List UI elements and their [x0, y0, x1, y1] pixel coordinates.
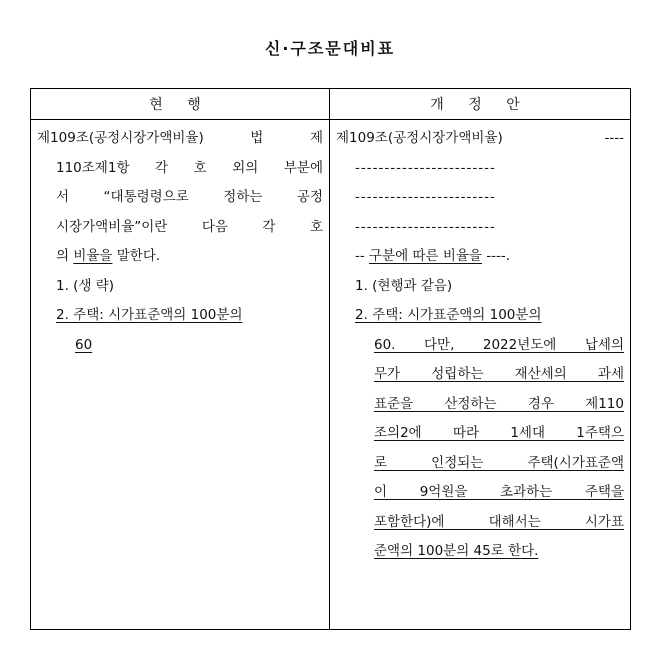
current-text-cell — [31, 120, 330, 629]
proposed-item-2-cont-6: 이 9억원을 초과하는 주택을 — [374, 484, 624, 500]
proposed-item-2 — [336, 301, 624, 331]
proposed-item-2-cont-2: 무가 성립하는 재산세의 과세 — [374, 366, 624, 382]
proposed-text-cell — [330, 120, 630, 629]
header-current: 현 행 — [31, 89, 330, 120]
document-title: 신·구조문대비표 — [264, 39, 396, 58]
proposed-item-1: 1. (현행과 같음) — [355, 277, 453, 294]
proposed-line-5-pre: -- — [355, 248, 370, 264]
current-item-1: 1. (생 략) — [56, 277, 115, 294]
current-line-5-underlined: 비율을 — [73, 248, 113, 264]
proposed-item-2-cont-7: 포함한다)에 대해서는 시가표 — [374, 513, 624, 530]
proposed-item-2-cont-8: 준액의 100분의 45로 한다. — [374, 543, 539, 559]
proposed-dash-line-2: ------------------------ — [355, 189, 496, 205]
current-item-2 — [37, 301, 323, 331]
proposed-item-2-cont-5: 로 인정되는 주택(시가표준액 — [374, 454, 624, 471]
current-line-3: 서 “대통령령으로 정하는 공정 — [56, 189, 323, 205]
proposed-dash-line-3: ------------------------ — [355, 218, 496, 235]
current-line-4: 시장가액비율”이란 다음 각 호 — [56, 218, 323, 235]
current-line-1: 제109조(공정시장가액비율) 법 제 — [37, 130, 323, 146]
current-line-5 — [37, 242, 323, 272]
proposed-item-2-cont-4: 조의2에 따라 1세대 1주택으 — [374, 425, 624, 441]
proposed-item-2-cont-3: 표준을 산정하는 경우 제110 — [374, 395, 624, 412]
proposed-line-5-post: ----. — [481, 248, 511, 264]
proposed-line-1: 제109조(공정시장가액비율) ---- — [336, 130, 624, 146]
comparison-table — [30, 88, 631, 630]
proposed-line-5 — [336, 242, 624, 272]
current-item-2-cont — [37, 331, 323, 361]
proposed-item-2-text: 2. 주택: 시가표준액의 100분의 — [355, 307, 542, 323]
current-line-2: 110조제1항 각 호 외의 부분에 — [56, 159, 323, 176]
proposed-line-5-underlined: 구분에 따른 비율을 — [369, 248, 482, 264]
proposed-dash-line-1: ------------------------ — [355, 159, 496, 176]
current-item-2-cont-text: 60 — [75, 336, 93, 353]
current-line-5-pre: 의 — [56, 248, 74, 264]
current-item-2-text: 2. 주택: 시가표준액의 100분의 — [56, 307, 243, 323]
proposed-item-2-cont-1: 60. 다만, 2022년도에 납세의 — [374, 336, 624, 353]
current-line-5-post: 말한다. — [112, 248, 161, 264]
header-proposed: 개 정 안 — [330, 89, 630, 120]
